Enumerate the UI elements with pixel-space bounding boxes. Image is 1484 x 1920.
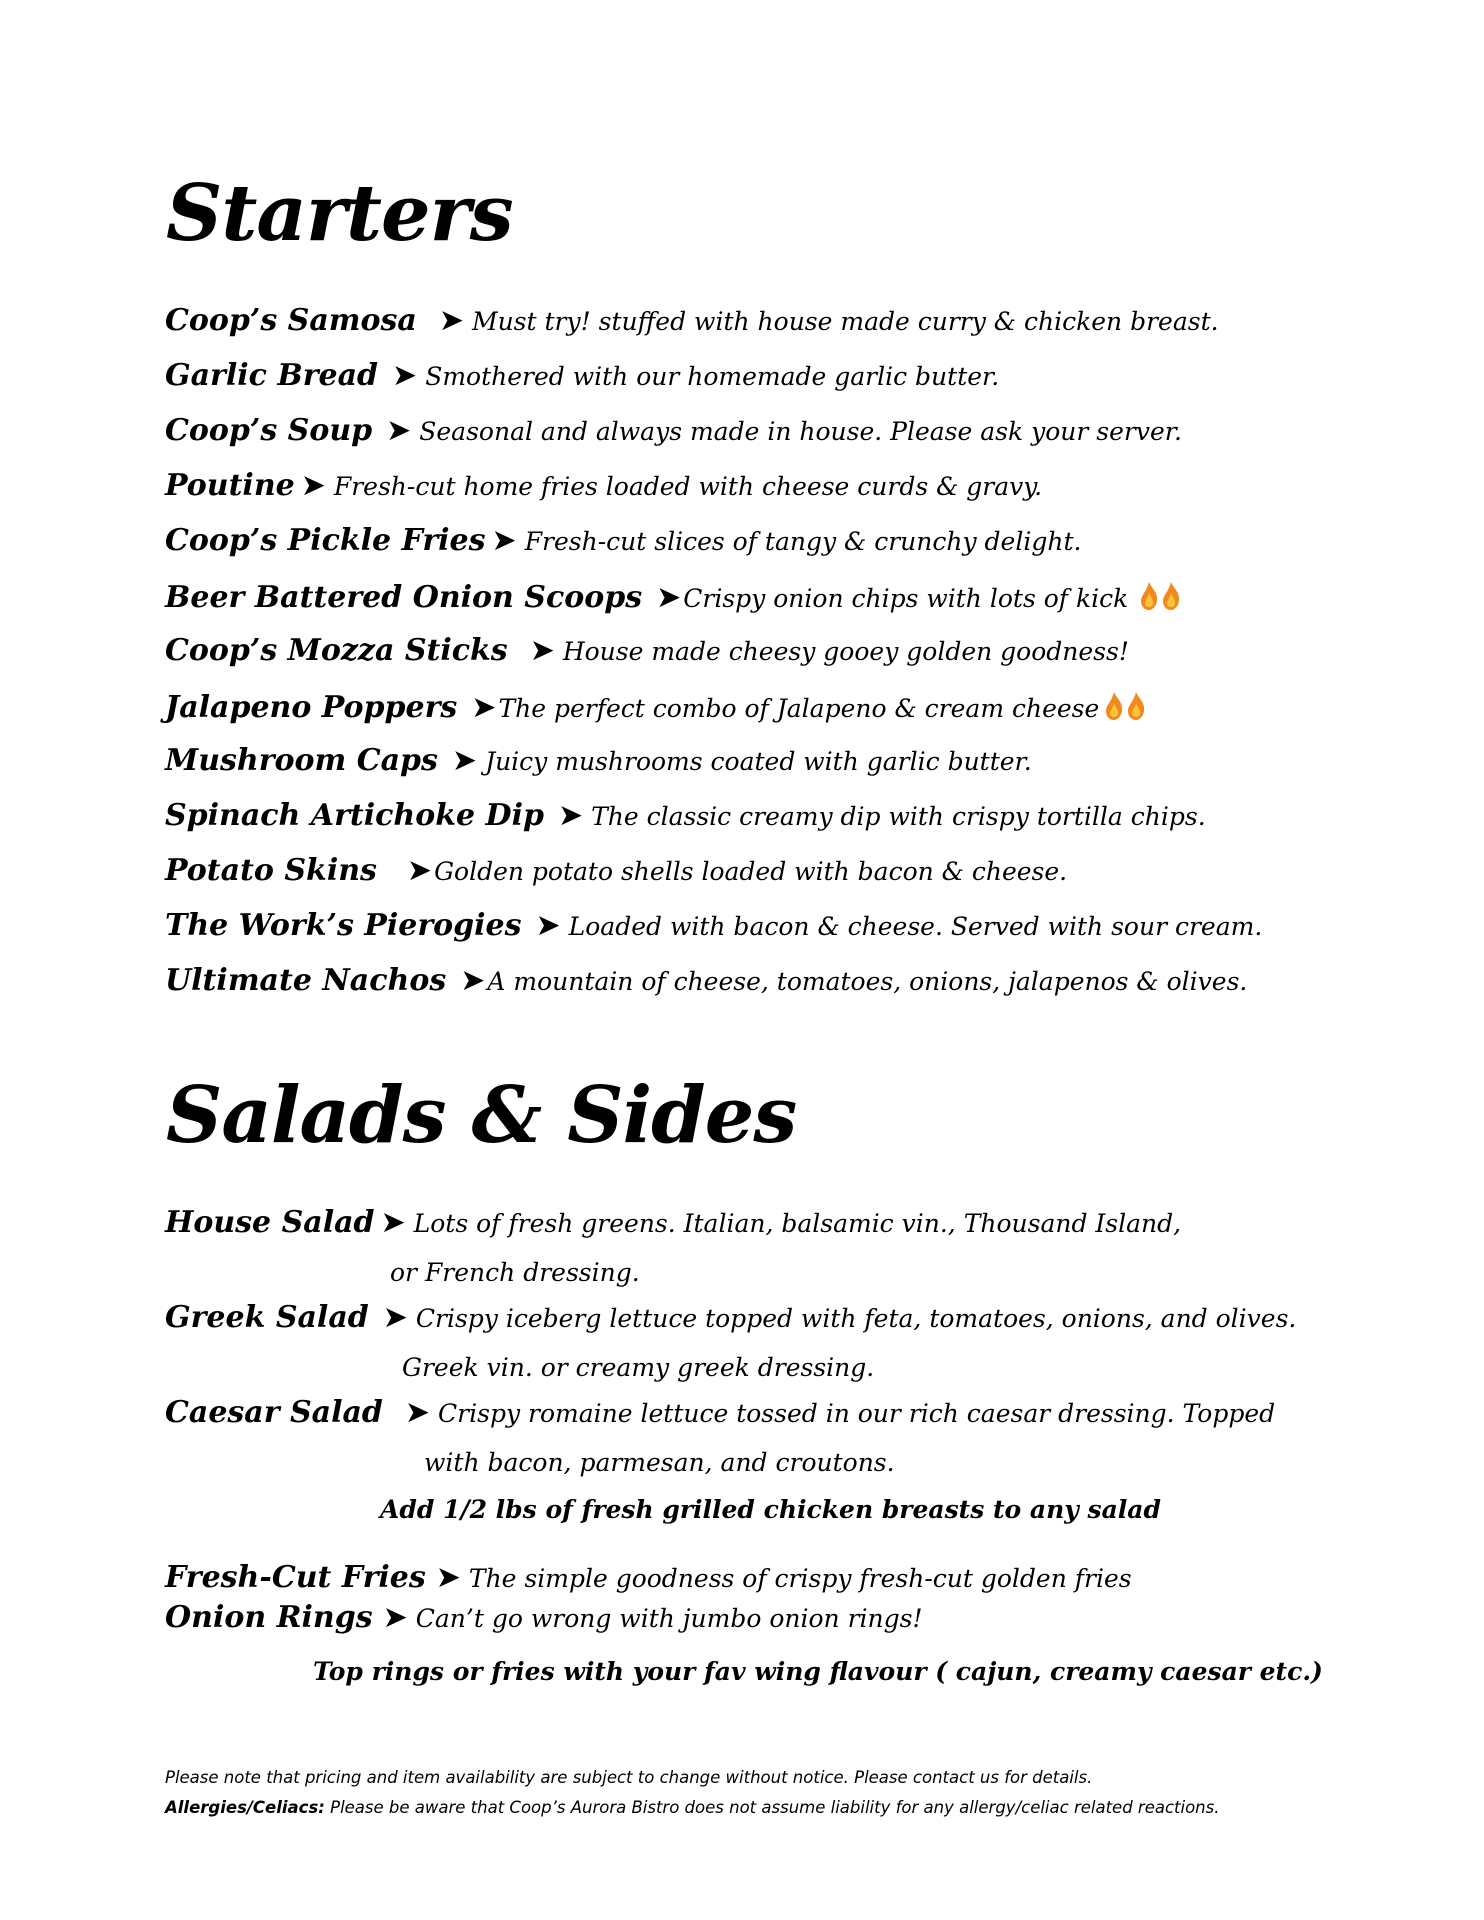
starters-heading: Starters [166, 168, 513, 259]
item-name: Potato Skins [165, 853, 377, 888]
salads-heading: Salads & Sides [166, 1070, 797, 1161]
item-desc: A mountain of cheese, tomatoes, onions, jalapenos & olives. [487, 967, 1248, 996]
arrow-icon: ➤ [435, 1560, 461, 1595]
side-item [165, 1560, 1132, 1595]
item-name: Ultimate Nachos [165, 963, 447, 998]
item-name: Poutine [165, 468, 295, 503]
sides-note: Top rings or fries with your fav wing flavour ( cajun, creamy caesar etc.) [313, 1657, 1323, 1686]
item-name: Spinach Artichoke Dip [165, 798, 544, 833]
item-name: Greek Salad [165, 1300, 369, 1335]
item-name: Beer Battered Onion Scoops [165, 580, 643, 615]
item-name: Coop’s Mozza Sticks [165, 633, 508, 668]
item-desc: House made cheesy gooey golden goodness! [562, 637, 1129, 666]
item-desc: Crispy onion chips with lots of kick [683, 584, 1129, 613]
chicken-note: Add 1/2 lbs of fresh grilled chicken breasts to any salad [380, 1495, 1161, 1524]
flame-icon [1104, 691, 1124, 721]
starter-item [165, 303, 1219, 338]
starter-item [165, 468, 1043, 503]
starter-item [165, 743, 1032, 778]
arrow-icon: ➤ [460, 963, 486, 998]
item-desc: Seasonal and always made in house. Please ask your server. [419, 417, 1182, 446]
arrow-icon: ➤ [471, 690, 497, 725]
starter-item [165, 963, 1248, 998]
arrow-icon: ➤ [404, 1395, 431, 1430]
arrow-icon: ➤ [491, 523, 517, 558]
starter-item [165, 581, 1181, 613]
starter-item [165, 358, 1000, 393]
item-desc: Fresh-cut slices of tangy & crunchy delight. [524, 527, 1082, 556]
starter-item [165, 523, 1082, 558]
item-name: Onion Rings [165, 1600, 373, 1635]
arrow-icon: ➤ [300, 468, 326, 503]
item-desc-continued: or French dressing. [390, 1258, 640, 1287]
item-desc: Golden potato shells loaded with bacon & cheese. [434, 857, 1068, 886]
item-desc: Crispy romaine lettuce tossed in our rich caesar dressing. Topped [438, 1399, 1276, 1428]
item-desc: Juicy mushrooms coated with garlic butter. [485, 747, 1032, 776]
item-name: Caesar Salad [165, 1395, 383, 1430]
item-name: Garlic Bread [165, 358, 379, 393]
item-desc: Fresh-cut home fries loaded with cheese curds & gravy. [333, 472, 1043, 501]
pricing-disclaimer: Please note that pricing and item availability are subject to change without notice. Please contact us for details. [165, 1768, 1093, 1787]
item-name: Coop’s Soup [165, 413, 373, 448]
salad-item [165, 1205, 1182, 1240]
item-desc-continued: Greek vin. or creamy greek dressing. [402, 1353, 875, 1382]
item-desc-continued: with bacon, parmesan, and croutons. [424, 1448, 895, 1477]
item-desc: The simple goodness of crispy fresh-cut golden fries [468, 1564, 1132, 1593]
item-desc: Crispy iceberg lettuce topped with feta, tomatoes, onions, and olives. [415, 1304, 1297, 1333]
starter-item [165, 908, 1263, 943]
arrow-icon: ➤ [438, 303, 464, 338]
arrow-icon: ➤ [406, 853, 433, 888]
item-desc: Loaded with bacon & cheese. Served with sour cream. [568, 912, 1263, 941]
starter-item [165, 853, 1068, 888]
item-desc: Can’t go wrong with jumbo onion rings! [415, 1604, 923, 1633]
arrow-icon: ➤ [386, 413, 412, 448]
salad-item [165, 1300, 1297, 1335]
arrow-icon: ➤ [529, 633, 555, 668]
arrow-icon: ➤ [382, 1300, 408, 1335]
allergy-text: Please be aware that Coop’s Aurora Bistro does not assume liability for any allergy/celiac related reactions. [324, 1798, 1220, 1817]
item-desc: Must try! stuffed with house made curry & chicken breast. [471, 307, 1219, 336]
item-name: Coop’s Samosa [165, 303, 417, 338]
item-desc: The perfect combo of Jalapeno & cream cheese [498, 694, 1100, 723]
flame-icon [1126, 691, 1146, 721]
side-item [165, 1600, 923, 1635]
item-desc: Smothered with our homemade garlic butter. [425, 362, 1000, 391]
arrow-icon: ➤ [535, 908, 561, 943]
allergy-label: Allergies/Celiacs: [165, 1798, 325, 1817]
item-name: House Salad [165, 1205, 375, 1240]
salad-item [165, 1395, 1276, 1430]
item-name: Fresh-Cut Fries [165, 1560, 426, 1595]
starter-item [165, 413, 1182, 448]
item-name: The Work’s Pierogies [165, 908, 522, 943]
arrow-icon: ➤ [451, 743, 478, 778]
flame-icon [1139, 581, 1159, 611]
item-desc: Lots of fresh greens. Italian, balsamic vin., Thousand Island, [413, 1209, 1182, 1238]
arrow-icon: ➤ [557, 798, 584, 833]
starter-item [165, 798, 1206, 833]
starter-item [165, 691, 1146, 723]
starter-item [165, 633, 1129, 668]
item-name: Coop’s Pickle Fries [165, 523, 486, 558]
item-desc: The classic creamy dip with crispy tortilla chips. [591, 802, 1206, 831]
flame-icon [1161, 581, 1181, 611]
arrow-icon: ➤ [392, 358, 418, 393]
item-name: Jalapeno Poppers [165, 690, 458, 725]
allergy-disclaimer [165, 1800, 1219, 1817]
item-name: Mushroom Caps [165, 743, 438, 778]
arrow-icon: ➤ [382, 1600, 408, 1635]
arrow-icon: ➤ [380, 1205, 406, 1240]
arrow-icon: ➤ [656, 580, 682, 615]
